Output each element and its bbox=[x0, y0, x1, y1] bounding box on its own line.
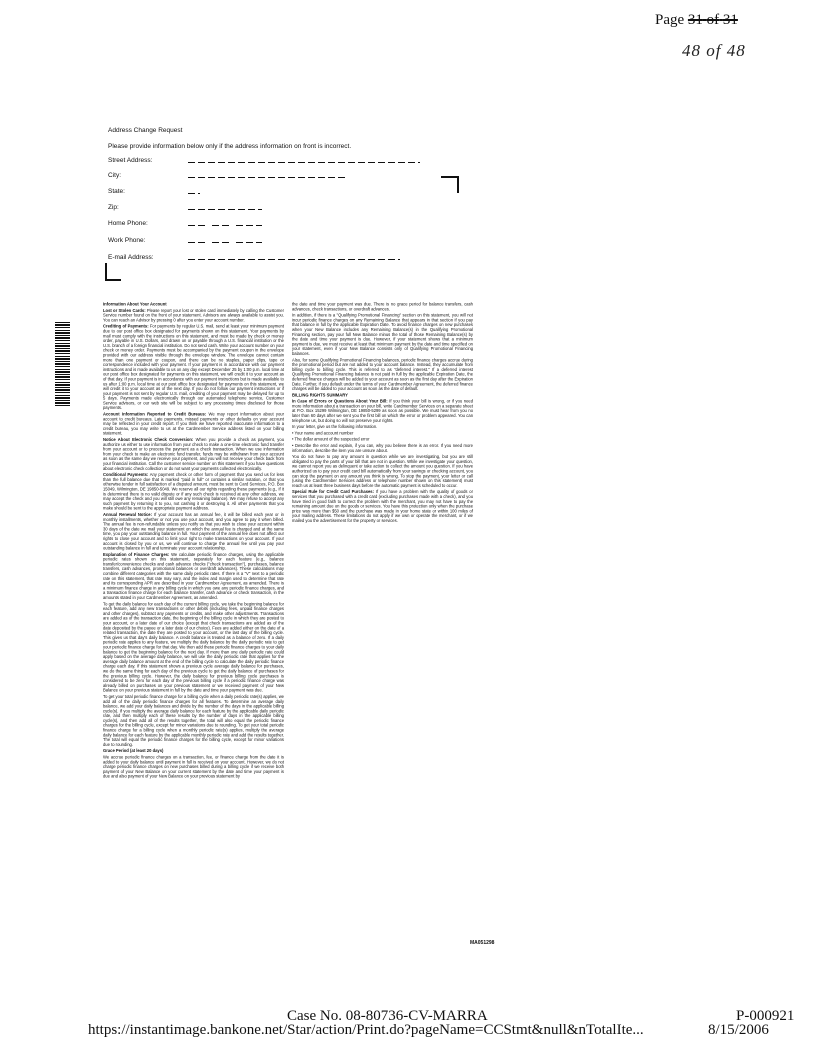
handwritten-page-count: 48 of 48 bbox=[682, 41, 746, 60]
bullet-item: • Describe the error and explain, if you can, why you believe there is an error. If you need more information, describe the item you are unsure about. bbox=[292, 443, 473, 453]
paragraph-text: We calculate periodic finance charges, using the applicable periodic rates shown on this statement, separately for each feature (e.g., balance transfer/convenience checks and cash advance checks ("check transaction"), purchases, balance transfers, cash advances, promotional balances or overdraft advances). These calculations may combine different categories with the same daily periodic rates. If there is a "V" next to a periodic rate on this statement, that rate may vary, and the index and margin used to determine that rate and its corresponding APR are described in your Cardmember Agreement, as amended. There is a minimum finance charge in any billing cycle in which you owe any periodic finance charges, and a transaction finance charge for each balance transfer, cash advance or check transaction, in the amounts stated in your Cardmember Agreement, as amended. bbox=[103, 551, 284, 601]
zip-label: Zip: bbox=[108, 203, 119, 211]
paragraph-text: We may report information about your account to credit bureaus. Late payments, missed payments or other defaults on your account may be reflected in your credit report. If you think we have reported inaccurate information to a credit bureau, you may write to us at the Cardmember Service address listed on your billing statement. bbox=[103, 411, 285, 436]
city-label: City: bbox=[108, 171, 121, 179]
paragraph-investigation: You do not have to pay any amount in question while we are investigating, but you are still obligated to pay the parts of your bill that are not in question. While we investigate your question, we cannot report you as delinquent or take action to collect the amount you question. If you have authorized us to pay your credit card bill automatically from your savings or checking account, you can stop the payment on any amount you think is wrong. To stop the payment, your letter or call (using the Cardmember Services address or telephone number shown on this statement) must reach us at least three business days before the automatic payment is scheduled to occur. bbox=[292, 454, 473, 488]
street-address-line bbox=[188, 162, 420, 163]
paragraph-total-periodic-charge: To get your total periodic finance charge for a billing cycle when a daily periodic rate(s) applies, we add all of the daily periodic finance charges for all features. To determine an average daily balance, we add your daily balances and divide by the number of the days in the applicable billing cycle(s). If you multiply the average daily balance for each feature by the applicable daily periodic rate, and then multiply each of these results by the number of days in the applicable billing cycle(s), and then add all of the results together, the total will also equal the periodic finance charges for the billing cycle, except for minor variations due to rounding. To get your total periodic finance charge for a billing cycle when a monthly periodic rate(s) applies, multiply the average daily balance for each feature by the applicable monthly periodic rate and add the results together. The total will equal the periodic finance charges for the billing cycle, except for minor variations due to rounding. bbox=[103, 693, 284, 747]
paragraph-lead: Explanation of Finance Charges: bbox=[103, 551, 170, 557]
paragraph-annual-renewal bbox=[103, 512, 284, 550]
street-address-label: Street Address: bbox=[108, 156, 153, 164]
address-change-form bbox=[108, 124, 428, 269]
work-phone-number-line bbox=[236, 242, 262, 243]
paragraph-lead: Notice About Electronic Check Conversion: bbox=[103, 437, 194, 443]
paragraph-grace-period: We accrue periodic finance charges on a transaction, fee, or finance charge from the date it is added to your daily balance until payment in full is received on your account. However, we do not charge periodic finance charges on new purchases billed during a billing cycle if we receive both payment of your New Balance on your current statement by the date and time your payment is due and also payment of your New Balance on your previous statement by bbox=[103, 754, 284, 779]
paragraph-lead: Account Information Reported to Credit Bureaus: bbox=[103, 411, 207, 417]
work-phone-label: Work Phone: bbox=[108, 236, 146, 244]
paragraph-lead: Crediting of Payments: bbox=[103, 323, 149, 329]
email-label: E-mail Address: bbox=[108, 253, 154, 261]
paragraph-deferred-interest: Also, for some Qualifying Promotional Financing balances, periodic finance charges accrue during the promotional period but are not added to your account balance. Instead, they accumulate from billing cycle to billing cycle. This is referred to as "deferred interest." If a deferred interest Qualifying Promotional Financing balance is not paid in full by the applicable Expiration Date, the deferred finance charges will be added to your account as soon as the first day after the Expiration Date. Further, if you default under the terms of your Cardmember Agreement, the deferred finance charges will be added to your account as soon as the date of default. bbox=[292, 357, 473, 392]
page-word: Page bbox=[655, 12, 685, 28]
account-info-left-column bbox=[103, 302, 284, 781]
home-phone-prefix-line bbox=[212, 225, 231, 226]
corner-mark-top-right bbox=[441, 176, 459, 193]
form-code: MA051298 bbox=[470, 940, 495, 946]
bates-number: P-000921 bbox=[736, 1008, 795, 1024]
paragraph-text: Please report your lost or stolen card immediately by calling the Customer Service number found on the front of your statement. Advisors are always available to assist you. You can reach an Advisor by pressing 0 after you enter your account number. bbox=[103, 307, 284, 323]
state-line bbox=[188, 193, 200, 194]
city-line bbox=[188, 177, 345, 178]
paragraph-text: Any payment check or other form of payment that you send us for less than the full balance due that is marked "paid in full" or contains a similar notation, or that you otherwise tender in full satisfaction of a disputed amount, must be sent to Card Services, P.O. Box 15049, Wilmington, DE 19850-5049. We reserve all our rights regarding these payments (e.g., if it is determined there is no valid dispute or if any such check is received at any other address, we may accept the check and you will still owe any remaining balance). We may refuse to accept any such payment by returning it to you, not cashing it or destroying it. All other payments that you make should be sent to the appropriate payment address. bbox=[103, 472, 284, 511]
paragraph-lead: Special Rule for Credit Card Purchases: bbox=[292, 489, 374, 495]
print-url: https://instantimage.bankone.net/Star/action/Print.do?pageName=CCStmt&null&nTotalIte... bbox=[88, 1022, 644, 1038]
case-number: Case No. 08-80736-CV-MARRA bbox=[287, 1008, 488, 1024]
page-number bbox=[655, 11, 738, 29]
paragraph-promotional-financing: In addition, if there is a "Qualifying Promotional Financing" section on this statement, you will not incur periodic finance charges on any Remaining Balance that appears in that section if you pay that balance in full by the applicable Expiration Date. To avoid finance charges on new purchases when your New Balance includes any Remaining Balance(s) in the Qualifying Promotional Financing section, pay your full New Balance minus the total of those Remaining Balance(s) by the date and time your payment is due. However, if your statement shows that a minimum payment is due, we must receive at least that minimum payment by the date and time specified on your statement, even if your New Balance consists only of Qualifying Promotional Financing balances. bbox=[292, 312, 473, 356]
paragraph-lead: Conditional Payments: bbox=[103, 472, 149, 478]
page-current: 31 bbox=[687, 12, 703, 28]
barcode bbox=[55, 322, 70, 406]
bullet-item: • The dollar amount of the suspected error bbox=[292, 436, 370, 442]
form-instructions: Please provide information below only if the address information on front is incorrect. bbox=[108, 142, 352, 150]
paragraph-text: When you provide a check as payment, you authorize us either to use information from your check to make a one-time electronic fund transfer from your account or to process the payment as a check transaction. When we use information from your check to make an electronic fund transfer, funds may be withdrawn from your account as soon as the same day we receive your payment, and you will not receive your check back from your financial institution. Call the customer service number on this statement if you have questions about electronic check collection or do not want your payments collected electronically. bbox=[103, 437, 284, 471]
paragraph-conditional-payments bbox=[103, 473, 284, 511]
paragraph-letter-info: In your letter, give us the following information. bbox=[292, 424, 378, 430]
paragraph-special-rule bbox=[292, 490, 473, 524]
home-phone-label: Home Phone: bbox=[108, 219, 148, 227]
paragraph-lead: Lost or Stolen Cards: bbox=[103, 307, 146, 313]
home-phone-number-line bbox=[236, 225, 262, 226]
paragraph-credit-bureaus bbox=[103, 412, 284, 436]
paragraph-grace-period-continued: the date and time your payment was due. There is no grace period for balance transfers, cash advances, check transactions, or overdraft advances. bbox=[292, 301, 473, 312]
zip-line bbox=[188, 209, 262, 210]
email-line bbox=[188, 259, 400, 260]
section-heading: BILLING RIGHTS SUMMARY bbox=[292, 392, 348, 398]
paragraph-lost-stolen-cards bbox=[103, 308, 284, 322]
bullet-item: • Your name and account number bbox=[292, 430, 354, 436]
struck-page-count bbox=[688, 12, 738, 28]
paragraph-daily-balance: To get the daily balance for each day of the current billing cycle, we take the beginning balance for each feature, add any new transactions or other debits (including fees, unpaid finance charges and other charges), subtract any payments or credits, and make other adjustments. Transactions are added as of the transaction date, the beginning of the billing cycle in which they are posted to your account, or a later date of our choice (except that check transactions are added as of the date deposited by the payee or a later date of our choice). Fees are added either on the date of a related transaction, the date they are posted to your account, or the last day of the billing cycle. This gives us that day's daily balance. A credit balance is treated as a balance of zero. If a daily periodic rate applies to any feature, we multiply the daily balance by the daily periodic rate to get your periodic finance charge for that day. We then add these periodic finance charges to your daily balance to get the beginning balance for the next day. If more than one daily periodic rate could apply based on the average daily balance, we will use the daily periodic rate that applies for the average daily balance amount at the end of the billing cycle to calculate the daily periodic finance charge each day. If this statement shows a previous cycle average daily balance for purchases, we do the same thing for each day of the previous cycle to get the daily balance of purchases for the previous billing cycle. However, the daily balance for previous billing cycle purchases is considered to be zero for each day of the previous billing cycle if a periodic finance charge was already billed on purchases on your previous statement or we received payment of your New Balance on your previous statement in full by the date and time your payment was due. bbox=[103, 601, 284, 693]
paragraph-text: If you think your bill is wrong, or if you need more information about a transaction on your bill, write Cardmember Services on a separate sheet at P.O. Box 15299 Wilmington, DE 19850-5299 as soon as possible. We must hear from you no later than 60 days after we sent you the first bill on which the error or problem appeared. You can telephone us, but doing so will not preserve your rights. bbox=[292, 398, 473, 423]
paragraph-errors-questions bbox=[292, 399, 473, 423]
paragraph-text: If you have a problem with the quality of goods or services that you purchased with a credit card (excluding purchases made with a check), and you have tried in good faith to correct the problem with the merchant, you may not have to pay the remaining amount due on the goods or services. You have this protection only when the purchase price was more than $50 and the purchase was made in your home state or within 100 miles of your mailing address. These limitations do not apply if we own or operate the merchant, or if we mailed you the advertisement for the property or services. bbox=[292, 489, 473, 523]
work-phone-area-line bbox=[188, 242, 207, 243]
work-phone-prefix-line bbox=[212, 242, 231, 243]
paragraph-crediting-payments bbox=[103, 324, 284, 410]
paragraph-text: If your account has an annual fee, it will be billed each year or in monthly installments, whether or not you use your account, and you agree to pay it when billed. The annual fee is non-refundable unless you notify us that you wish to close your account within 30 days of the date we mail your statement on which the annual fee is charged and at the same time, you pay your outstanding balance in full. Your payment of the annual fee does not affect our rights to close your account and to limit your right to make transactions on your account. If your account is closed by you or us, we will continue to charge the annual fee until you pay your outstanding balance in full and terminate your account relationship. bbox=[103, 511, 284, 551]
paragraph-lead: Annual Renewal Notice: bbox=[103, 511, 152, 517]
paragraph-lead: In Case of Errors or Questions About Your Bill: bbox=[292, 398, 388, 404]
account-info-right-column bbox=[292, 302, 473, 525]
section-heading: Information About Your Account bbox=[103, 301, 167, 307]
paragraph-text: For payments by regular U.S. mail, send at least your minimum payment due to our post office box designated for payments shown on this statement. Your payments by mail must comply with the instructions on this statement, and must be made by check or money order, payable in U.S. Dollars, and drawn on or payable through a U.S. financial institution or the U.S. branch of a foreign financial institution. Do not send cash. Write your account number on your check or money order. Payments must be accompanied by the payment coupon in the envelope provided with our address visible through the envelope window. The envelope cannot contain more than one payment or coupon, and there can be no staples, paper clips, tape or correspondence included with your payment. If your payment is in accordance with our payment instructions and is made available to us on any day except December 25 by 1:00 p.m. local time at our post office box designated for payments on this statement, we will credit it to your account as of that day. If your payment is in accordance with our payment instructions but is made available to us after 1:00 p.m. local time at our post office box designated for payments on this statement, we will credit it to your account as of the next day. If you do not follow our payment instructions or if your payment is not sent by regular U.S. mail, crediting of your payment may be delayed for up to 5 days. Payments made electronically through our automated telephone service, Customer Service advisors, or our web site will be subject to any processing times disclosed for those payments. bbox=[103, 323, 284, 411]
print-date: 8/15/2006 bbox=[708, 1022, 769, 1038]
state-label: State: bbox=[108, 187, 125, 195]
form-title: Address Change Request bbox=[108, 126, 183, 134]
page-total: 31 bbox=[722, 12, 738, 28]
home-phone-area-line bbox=[188, 225, 207, 226]
corner-mark-bottom-left bbox=[105, 263, 121, 281]
paragraph-finance-charges bbox=[103, 552, 284, 600]
paragraph-electronic-check bbox=[103, 438, 284, 472]
page-of: of bbox=[706, 12, 720, 28]
section-heading: Grace Period (at least 20 days) bbox=[103, 748, 164, 754]
